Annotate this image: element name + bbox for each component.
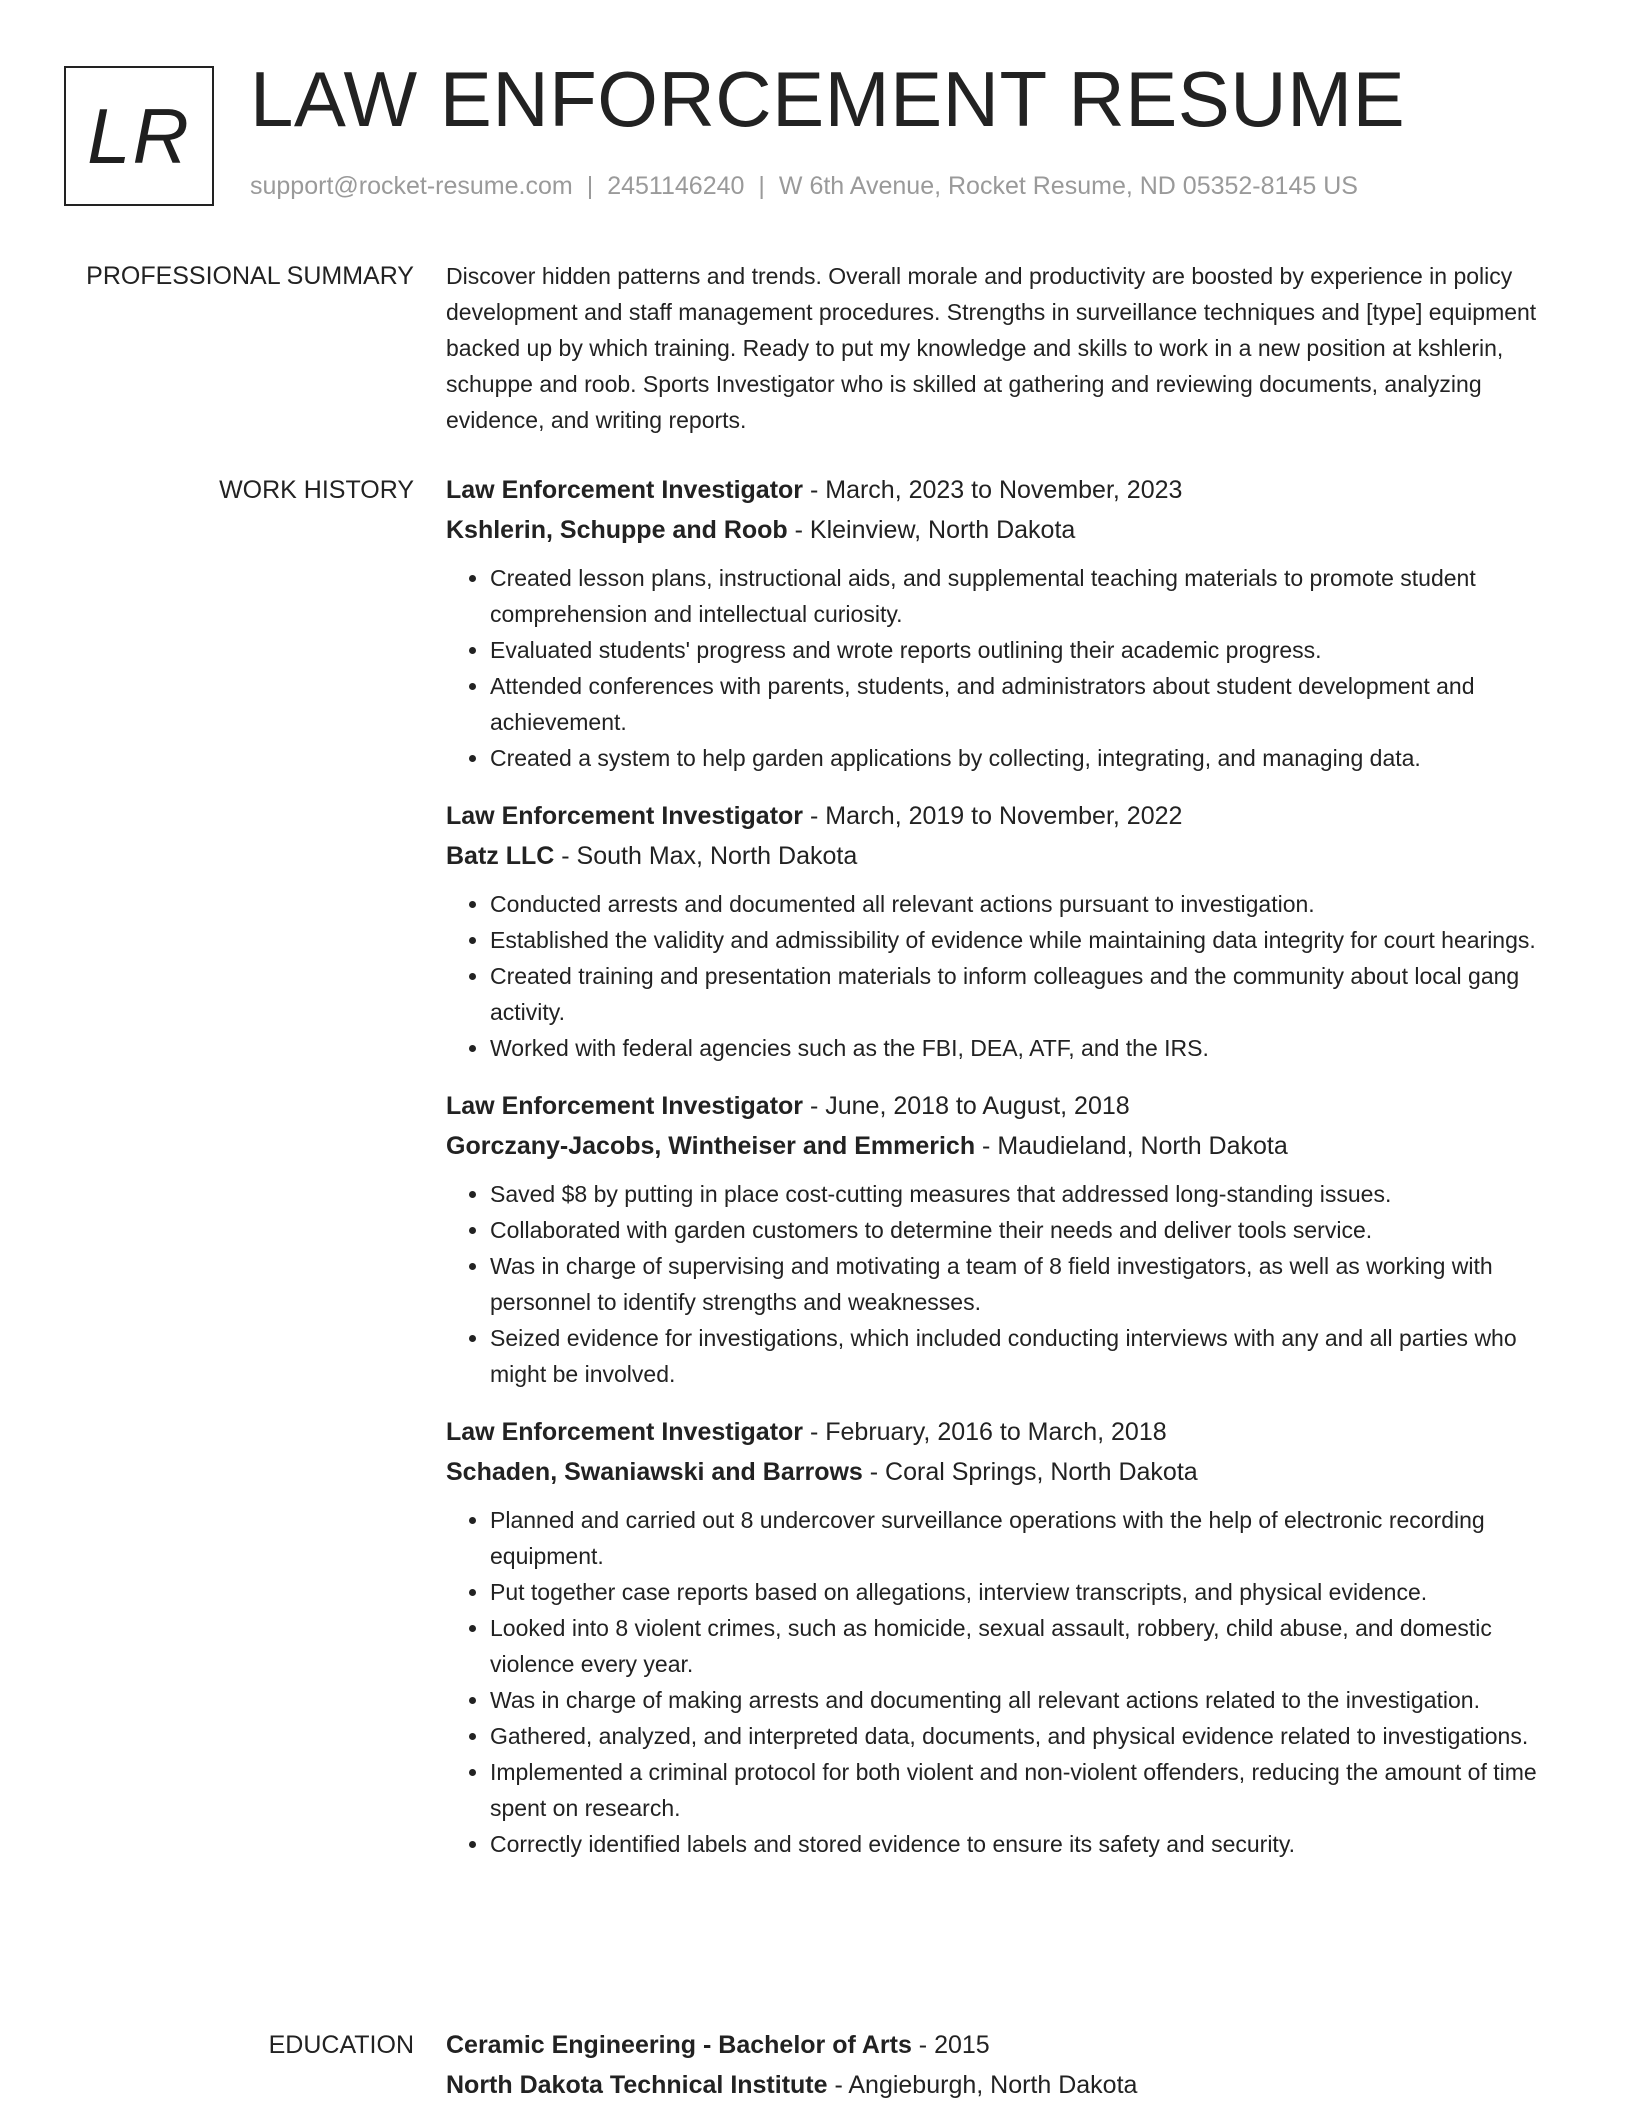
resume-header — [64, 55, 1584, 211]
job-entry — [446, 470, 1576, 776]
job-title: Law Enforcement Investigator — [446, 802, 804, 830]
job-title-line — [446, 796, 1576, 836]
job-bullet: • Was in charge of making arrests and documenting all relevant actions related to the investigation. — [490, 1682, 1576, 1718]
work-history-body — [446, 470, 1576, 1882]
education-degree-line — [446, 2025, 1576, 2065]
contact-phone: 2451146240 — [607, 172, 745, 200]
job-bullet-list — [446, 1176, 1576, 1392]
job-bullet: • Created a system to help garden applications by collecting, integrating, and managing data. — [490, 740, 1576, 776]
job-company-line — [446, 510, 1576, 550]
job-bullet: • Gathered, analyzed, and interpreted data, documents, and physical evidence related to investigations. — [490, 1718, 1576, 1754]
job-bullet-list — [446, 886, 1576, 1066]
education-location: - Angieburgh, North Dakota — [827, 2071, 1138, 2099]
job-bullet: • Created training and presentation materials to inform colleagues and the community about local gang activity. — [490, 958, 1576, 1030]
job-entry — [446, 1086, 1576, 1392]
job-bullet: • Implemented a criminal protocol for both violent and non-violent offenders, reducing the amount of time spent on research. — [490, 1754, 1576, 1826]
job-company: Schaden, Swaniawski and Barrows — [446, 1458, 863, 1486]
contact-separator: | — [758, 172, 765, 200]
job-dates: - June, 2018 to August, 2018 — [803, 1092, 1130, 1120]
job-company: Batz LLC — [446, 842, 555, 870]
summary-text: Discover hidden patterns and trends. Overall morale and productivity are boosted by experience in policy development and staff management procedures. Strengths in surveillance techniques and [type] equipment backed up by which training. Ready to put my knowledge and skills to work in a new position at kshlerin, schuppe and roob. Sports Investigator who is skilled at gathering and reviewing documents, analyzing evidence, and writing reports. — [446, 263, 1537, 433]
job-title-line — [446, 470, 1576, 510]
job-entry — [446, 1412, 1576, 1862]
job-bullet: • Put together case reports based on allegations, interview transcripts, and physical evidence. — [490, 1574, 1576, 1610]
job-bullet: • Looked into 8 violent crimes, such as homicide, sexual assault, robbery, child abuse, and domestic violence every year. — [490, 1610, 1576, 1682]
job-bullet: • Conducted arrests and documented all relevant actions pursuant to investigation. — [490, 886, 1576, 922]
contact-line — [250, 174, 1358, 199]
job-title: Law Enforcement Investigator — [446, 476, 804, 504]
job-company-line — [446, 836, 1576, 876]
job-bullet-list — [446, 560, 1576, 776]
education-year: - 2015 — [911, 2031, 990, 2059]
summary-body — [446, 258, 1576, 438]
job-dates: - March, 2019 to November, 2022 — [803, 802, 1183, 830]
education-degree: Ceramic Engineering - Bachelor of Arts — [446, 2031, 912, 2059]
job-bullet-list — [446, 1502, 1576, 1862]
job-bullet: • Was in charge of supervising and motivating a team of 8 field investigators, as well as working with personnel to identify strengths and weaknesses. — [490, 1248, 1576, 1320]
job-title: Law Enforcement Investigator — [446, 1092, 804, 1120]
section-label-education: EDUCATION — [268, 2031, 414, 2059]
job-company-line — [446, 1452, 1576, 1492]
job-location: - Maudieland, North Dakota — [975, 1132, 1288, 1160]
job-entry — [446, 796, 1576, 1066]
job-company-line — [446, 1126, 1576, 1166]
section-label-summary: PROFESSIONAL SUMMARY — [86, 262, 414, 290]
monogram-logo: LR — [64, 66, 214, 206]
job-company: Kshlerin, Schuppe and Roob — [446, 516, 788, 544]
education-body — [446, 2025, 1576, 2105]
resume-title: LAW ENFORCEMENT RESUME — [250, 55, 1406, 143]
job-title-line — [446, 1086, 1576, 1126]
job-company: Gorczany-Jacobs, Wintheiser and Emmerich — [446, 1132, 976, 1160]
education-school-line — [446, 2065, 1576, 2105]
job-bullet: • Established the validity and admissibility of evidence while maintaining data integrity for court hearings. — [490, 922, 1576, 958]
job-dates: - February, 2016 to March, 2018 — [803, 1418, 1167, 1446]
job-bullet: • Worked with federal agencies such as the FBI, DEA, ATF, and the IRS. — [490, 1030, 1576, 1066]
job-bullet: • Seized evidence for investigations, which included conducting interviews with any and all parties who might be involved. — [490, 1320, 1576, 1392]
job-bullet: • Evaluated students' progress and wrote reports outlining their academic progress. — [490, 632, 1576, 668]
job-bullet: • Saved $8 by putting in place cost-cutting measures that addressed long-standing issues. — [490, 1176, 1576, 1212]
job-bullet: • Correctly identified labels and stored evidence to ensure its safety and security. — [490, 1826, 1576, 1862]
job-bullet: • Attended conferences with parents, students, and administrators about student development and achievement. — [490, 668, 1576, 740]
job-title-line — [446, 1412, 1576, 1452]
contact-address: W 6th Avenue, Rocket Resume, ND 05352-8145 US — [778, 172, 1358, 200]
job-location: - South Max, North Dakota — [554, 842, 858, 870]
job-location: - Kleinview, North Dakota — [787, 516, 1076, 544]
contact-email: support@rocket-resume.com — [250, 172, 573, 200]
job-dates: - March, 2023 to November, 2023 — [803, 476, 1183, 504]
contact-separator: | — [586, 172, 594, 200]
job-title: Law Enforcement Investigator — [446, 1418, 804, 1446]
job-location: - Coral Springs, North Dakota — [862, 1458, 1198, 1486]
section-label-work-history: WORK HISTORY — [219, 476, 414, 504]
job-bullet: • Planned and carried out 8 undercover surveillance operations with the help of electronic recording equipment. — [490, 1502, 1576, 1574]
job-bullet: • Created lesson plans, instructional aids, and supplemental teaching materials to promote student comprehension and intellectual curiosity. — [490, 560, 1576, 632]
education-school: North Dakota Technical Institute — [446, 2071, 828, 2099]
job-bullet: • Collaborated with garden customers to determine their needs and deliver tools service. — [490, 1212, 1576, 1248]
